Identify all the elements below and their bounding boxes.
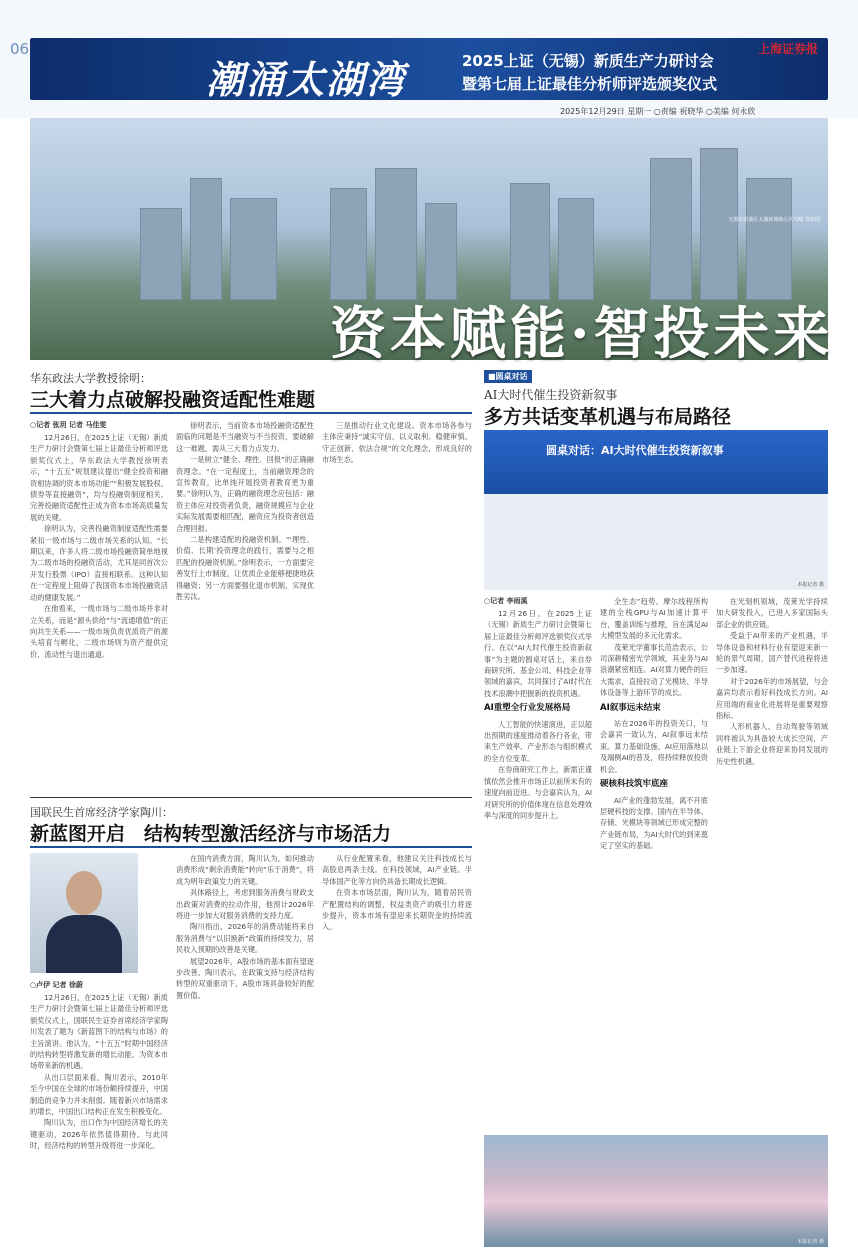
paragraph: 二是构建适配的投融资机制。“‘理性、价值、长期’投资理念的践行，需要与之相匹配的投融资机制。”徐明表示，一方面要完善发行上市制度，让优质企业能够便捷地获得融资；另一方面要强化退市机制，实现优胜劣汰。	[176, 535, 314, 602]
paragraph: 展望2026年，A股市场的基本面有望逐步改善。陶川表示，在政策支持与经济结构转型的双重驱动下，A股市场具备较好的配置价值。	[176, 956, 314, 1000]
paragraph: 从出口层面来看，陶川表示，2010年至今中国在全球的市场份额持续提升，中国制造的竞争力并未削弱。随着新兴市场需求的增长，中国出口结构正在发生积极变化。	[30, 1072, 168, 1117]
article1-column-3	[322, 420, 472, 790]
article2-subhead: AI叙事远未结束	[600, 702, 661, 713]
article2-kicker: AI大时代催生投资新叙事	[484, 388, 618, 402]
article1-column-1	[30, 432, 168, 790]
paragraph: 徐明认为，完善投融资制度适配性需要紧扣一级市场与二级市场关系的认知。“长期以来，许多人将二级市场投融资简单地视为二级市场的投融资活动，尤其是同首次公开发行股票（IPO）直接相联系。这种认知在一定程度上阻碍了我国资本市场投融资活动的健康发展。”	[30, 524, 168, 602]
section-title: 潮涌太湖湾	[206, 57, 407, 102]
paragraph: 12月26日，在2025上证（无锡）新质生产力研讨会暨第七届上证最佳分析师评选颁奖仪式举行。在以“AI大时代催生投资新叙事”为主题的圆桌对话上，来自券商研究所、基金公司、科技企业等领域的嘉宾，共同探讨了AI时代在技术浪潮中把握新的投资机遇。	[484, 609, 592, 698]
article1-headline: 三大着力点破解投融资适配性难题	[30, 389, 316, 411]
paragraph: 站在2026年的投资关口，与会嘉宾一致认为，AI叙事远未结束。算力基础设施、AI应用落地以及端侧AI的普及，将持续释放投资机会。	[600, 719, 708, 774]
article2-byline: ○记者 李雨溪	[484, 597, 528, 605]
speaker-portrait	[30, 853, 138, 973]
event-title-line1: 2025上证（无锡）新质生产力研讨会	[462, 52, 714, 70]
article1-kicker: 华东政法大学教授徐明：	[30, 372, 151, 385]
article3-headline: 新蓝图开启 结构转型激活经济与市场活力	[30, 823, 392, 845]
paragraph: 在资本市场层面，陶川认为，随着居民资产配置结构的调整，权益类资产的吸引力将逐步提升，资本市场有望迎来长期资金的持续流入。	[322, 888, 472, 932]
article3-top-rule	[30, 797, 472, 798]
dateline: 2025年12月29日 星期一 ○责编 祝晓华 ○美编 何永欣	[560, 107, 756, 116]
paragraph: 在国内消费方面，陶川认为，如何推动消费形成“剩余消费能”转向“乐于消费”，将成为明年政策发力的关键。	[176, 854, 314, 886]
paragraph: 茂莱光学董事长范浩表示，公司深耕精密光学领域，其业务与AI浪潮紧密相连。AI对算力硬件的巨大需求，直接拉动了光模块、半导体设备等上游环节的成长。	[600, 642, 708, 698]
roundtable-photo	[484, 430, 828, 590]
article2-column-3	[716, 596, 828, 1128]
photo-credit: 本报记者 摄	[797, 582, 824, 588]
paragraph: 人工智能的快速演进，正以超出预期的速度推动着各行各业，带来生产效率、产业形态与组织模式的全方位变革。	[484, 719, 592, 763]
paragraph: 受益于AI带来的产业机遇，半导体设备和材料行业有望迎来新一轮的景气周期，国产替代进程将进一步加速。	[716, 631, 828, 675]
article1-byline: ○记者 张玥 记者 马佳雯	[30, 421, 107, 429]
section-tag: ■圆桌对话	[484, 370, 532, 383]
paragraph: 全生态”趋势。摩尔线程所构建的全栈GPU与AI加速计算平台，覆盖训练与推理，旨在满足AI大模型发展的多元化需求。	[600, 597, 708, 641]
article3-column-3	[322, 853, 472, 1242]
paragraph: 徐明表示，当前资本市场投融资适配性面临的问题是不当融资与不当投资，要破解这一难题，需从三大着力点发力。	[176, 421, 314, 453]
hero-slogan: 资本赋能·智投未来	[330, 301, 834, 367]
article3-byline: ○卢伊 记者 徐蔚	[30, 981, 83, 989]
article2-headline: 多方共话变革机遇与布局路径	[484, 406, 732, 428]
paragraph: 在光刻机领域，茂莱光学持续加大研发投入，已进入多家国际头部企业的供应链。	[716, 597, 828, 629]
paragraph: 三是推动行业文化建设。资本市场各参与主体应秉持“诚实守信、以义取利、稳健审慎、守正创新、依法合规”的文化理念，形成良好的市场生态。	[322, 421, 472, 465]
article3-kicker: 国联民生首席经济学家陶川：	[30, 806, 173, 819]
article3-column-1	[30, 992, 168, 1242]
paragraph: 陶川认为，出口作为中国经济增长的关键驱动，2026年依然值得期待。与此同时，经济结构的转型升级将进一步深化。	[30, 1118, 168, 1151]
paragraph: 陶川指出，2026年的消费动能将来自服务消费与“以旧换新”政策的持续发力，居民收入预期的改善是关键。	[176, 922, 314, 955]
roundtable-panel-title: 圆桌对话：AI大时代催生投资新叙事	[546, 444, 724, 457]
page-number: 06	[10, 40, 30, 58]
paragraph: AI产业的蓬勃发展，离不开底层硬科技的支撑。国内在半导体、存储、光模块等领域已形成完整的产业链布局，为AI大时代的到来奠定了坚实的基础。	[600, 795, 708, 851]
paragraph: 人形机器人、自动驾驶等领域同样被认为具备较大成长空间，产业链上下游企业将迎来协同发展的历史性机遇。	[716, 722, 828, 766]
photo-credit: 本报记者 摄	[797, 1239, 824, 1245]
hero-photo-credit: 无锡市滨湖区太湖新城核心区鸟瞰 资料图	[728, 217, 820, 223]
article2-column-2	[600, 596, 708, 1128]
article3-column-2	[176, 853, 314, 1242]
paragraph: 在他看来，一级市场与二级市场并非对立关系，而是“源头供给”与“流通增值”的正向共生关系——一级市场负责优质资产的源头培育与孵化，二级市场则为资产提供定价、流动性与退出通道。	[30, 604, 168, 659]
masthead-logo: 上海证券报	[758, 42, 819, 56]
article2-column-1	[484, 608, 592, 1128]
event-title-line2: 暨第七届上证最佳分析师评选颁奖仪式	[462, 75, 718, 93]
article3-rule	[30, 846, 472, 848]
paragraph: 具体路径上，考虑到服务消费与财政支出政策对消费的拉动作用，他预计2026年将进一步加大对服务消费的支持力度。	[176, 888, 314, 921]
article2-subhead: AI重塑全行业发展格局	[484, 703, 571, 714]
paragraph: 一是树立“健全、理性、回报”的正确融资理念。“在一定程度上，当前融资理念的宣传教育，比单纯开展投资者教育更为重要。”徐明认为，正确的融资理念应包括：融资主体应对投资者负责，融资规模应与企业实际发展需要相匹配，融资应为投资者创造合理回报。	[176, 455, 314, 533]
paragraph: 从行业配置来看，他建议关注科技成长与高股息两条主线。在科技领域，AI产业链、半导体国产化等方向仍具备长期成长逻辑。	[322, 854, 472, 886]
paragraph: 在券商研究工作上，新需正谨慎依然会推开市场正以前所未有的速度向前迈进。与会嘉宾认为，AI对研究所的价值体现在信息处理效率与深度的同步提升上。	[484, 765, 592, 820]
scenic-photo	[484, 1135, 828, 1247]
paragraph: 对于2026年的市场展望，与会嘉宾均表示看好科技成长方向。AI应用端的商业化进展将是重要观察指标。	[716, 676, 828, 721]
article1-rule	[30, 412, 472, 414]
paragraph: 12月26日，在2025上证（无锡）新质生产力研讨会暨第七届上证最佳分析师评选颁奖仪式上，国联民生证券首席经济学家陶川发表了题为《新蓝图下的结构与市场》的主旨演讲。他认为，“十五五”时期中国经济的结构转型将激发新的增长动能，为资本市场带来新的机遇。	[30, 993, 168, 1071]
paragraph: 12月26日，在2025上证（无锡）新质生产力研讨会暨第七届上证最佳分析师评选颁奖仪式上，华东政法大学教授徐明表示，“十五五”规划建议提出“健全投资和融资相协调的资本市场功能”“积极发展股权、债券等直接融资”，均与投融资制度相关。完善投融资适配性正成为资本市场高质量发展的关键。	[30, 433, 168, 522]
article2-subhead: 硬核科技筑牢底座	[600, 779, 669, 790]
article1-column-2	[176, 420, 314, 790]
